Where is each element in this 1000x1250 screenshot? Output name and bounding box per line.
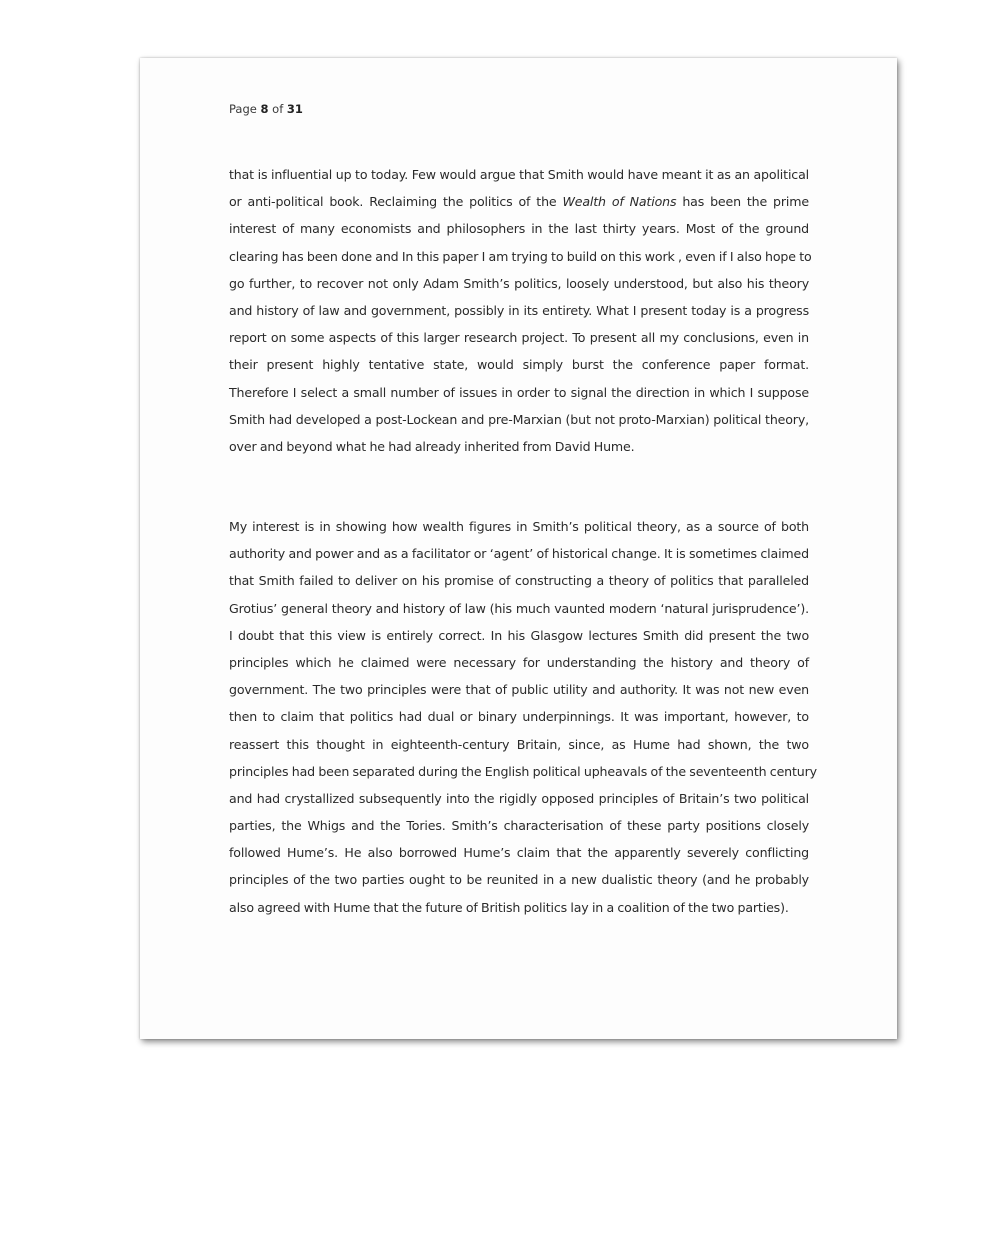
paragraph-line: authority and power and as a facilitator or ‘agent’ of historical change. It is sometimes claimed (229, 546, 809, 562)
paragraph-line: go further, to recover not only Adam Smith’s politics, loosely understood, but also his theory (229, 275, 809, 291)
paragraph-line: I doubt that this view is entirely correct. In his Glasgow lectures Smith did present the two (229, 627, 809, 643)
page-separator: of (268, 102, 287, 116)
paragraph-1 (229, 161, 812, 460)
paragraph-line: report on some aspects of this larger research project. To present all my conclusions, even in (229, 330, 809, 346)
line-segment: has been the prime (676, 194, 809, 210)
paragraph-line: clearing has been done and In this paper I am trying to build on this work , even if I also hope to (229, 248, 812, 264)
paragraph-line: principles had been separated during the English political upheavals of the seventeenth century (229, 763, 817, 779)
paragraph-line: interest of many economists and philosophers in the last thirty years. Most of the ground (229, 221, 809, 237)
line-segment: or anti-political book. Reclaiming the politics of the (229, 194, 563, 210)
paragraph-2 (229, 513, 817, 921)
page-prefix: Page (229, 102, 261, 116)
paragraph-line: over and beyond what he had already inherited from David Hume. (229, 438, 635, 454)
document-page (140, 58, 897, 1039)
page-number-header (229, 102, 303, 116)
paragraph-line: also agreed with Hume that the future of British politics lay in a coalition of the two parties). (229, 899, 789, 915)
page-total: 31 (286, 102, 303, 116)
paragraph-line: that Smith failed to deliver on his promise of constructing a theory of politics that paralleled (229, 573, 809, 589)
paragraph-line: government. The two principles were that of public utility and authority. It was not new even (229, 682, 809, 698)
book-title: Wealth of Nations (562, 194, 677, 210)
paragraph-line: principles which he claimed were necessary for understanding the history and theory of (229, 654, 809, 670)
paragraph-line: that is influential up to today. Few would argue that Smith would have meant it as an apolitical (229, 167, 809, 182)
paragraph-line: principles of the two parties ought to be reunited in a new dualistic theory (and he probably (229, 872, 809, 888)
paragraph-line: and history of law and government, possibly in its entirety. What I present today is a progress (229, 302, 809, 318)
paragraph-line: and had crystallized subsequently into the rigidly opposed principles of Britain’s two political (229, 790, 809, 806)
paragraph-line: reassert this thought in eighteenth-century Britain, since, as Hume had shown, the two (229, 736, 809, 752)
paragraph-line: their present highly tentative state, would simply burst the conference paper format. (229, 357, 809, 373)
paragraph-line: parties, the Whigs and the Tories. Smith’s characterisation of these party positions closely (229, 818, 809, 834)
paragraph-line: My interest is in showing how wealth figures in Smith’s political theory, as a source of both (229, 519, 809, 534)
paragraph-line: followed Hume’s. He also borrowed Hume’s claim that the apparently severely conflicting (229, 845, 809, 861)
page-current: 8 (260, 102, 269, 116)
paragraph-line: then to claim that politics had dual or binary underpinnings. It was important, however, to (229, 709, 809, 725)
paragraph-line (229, 188, 809, 215)
paragraph-line: Grotius’ general theory and history of law (his much vaunted modern ‘natural jurisprudence’). (229, 600, 809, 616)
paragraph-line: Therefore I select a small number of issues in order to signal the direction in which I suppose (229, 384, 809, 400)
paragraph-line: Smith had developed a post-Lockean and pre-Marxian (but not proto-Marxian) political theory, (229, 411, 809, 427)
